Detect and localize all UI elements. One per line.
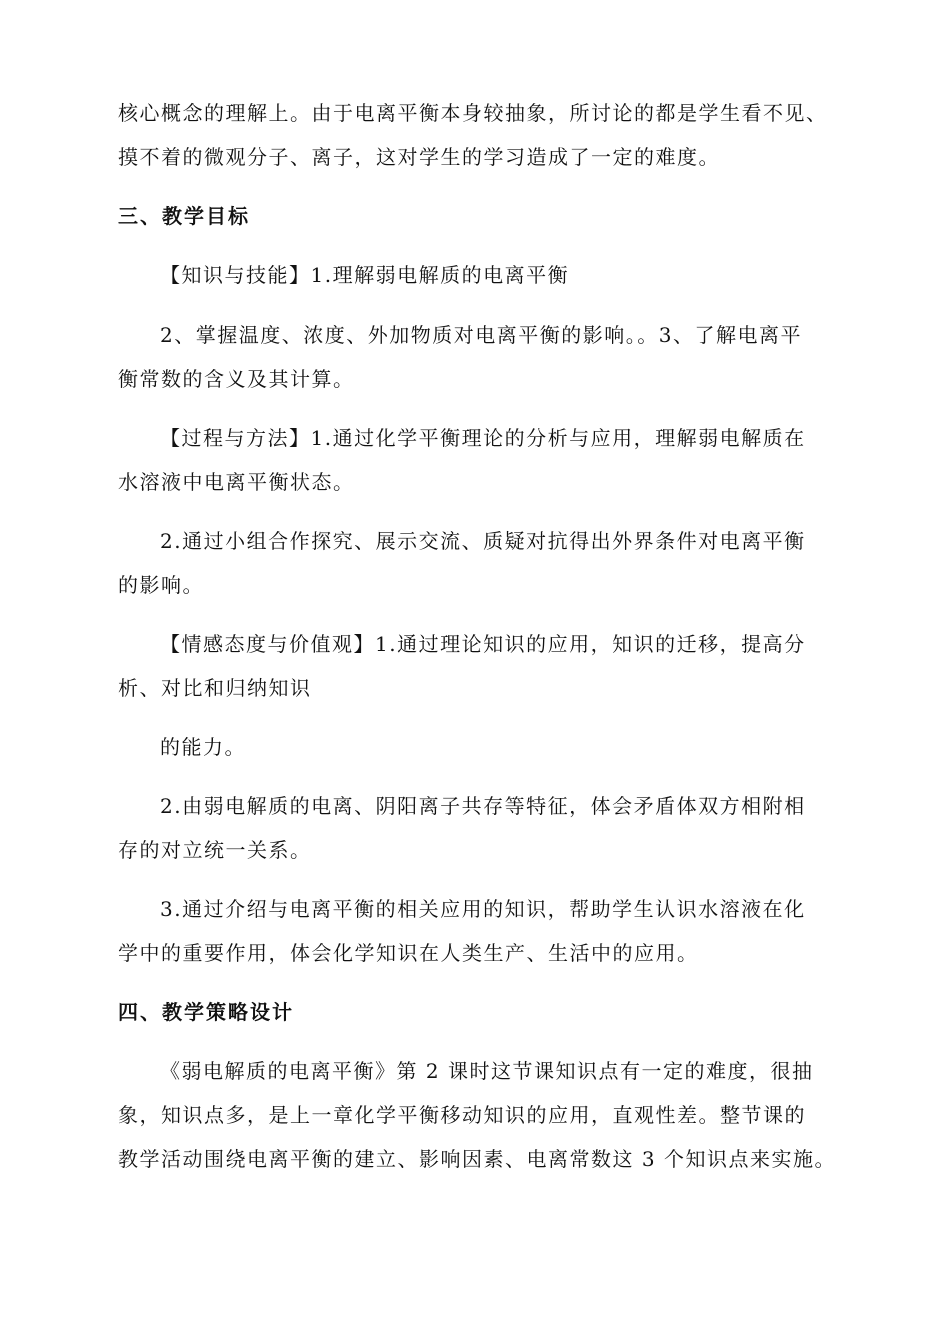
emotion-values-item2-line-2: 存的对立统一关系。 — [118, 838, 312, 862]
section-heading-strategy: 四、教学策略设计 — [118, 1000, 294, 1024]
intro-line-1: 核心概念的理解上。由于电离平衡本身较抽象，所讨论的都是学生看不见、 — [118, 101, 828, 125]
emotion-values-item3-line-1: 3.通过介绍与电离平衡的相关应用的知识，帮助学生认识水溶液在化 — [160, 897, 806, 921]
emotion-values-item3-line-2: 学中的重要作用，体会化学知识在人类生产、生活中的应用。 — [118, 941, 699, 965]
knowledge-skills-item2-line-1: 2、掌握温度、浓度、外加物质对电离平衡的影响。。3、了解电离平 — [160, 323, 802, 347]
emotion-values-line-1: 【情感态度与价值观】1.通过理论知识的应用，知识的迁移，提高分 — [160, 632, 806, 656]
strategy-para-line-1: 《弱电解质的电离平衡》第 2 课时这节课知识点有一定的难度，很抽 — [160, 1059, 814, 1083]
strategy-para-line-2: 象，知识点多，是上一章化学平衡移动知识的应用，直观性差。整节课的 — [118, 1103, 806, 1127]
knowledge-skills-item2-line-2: 衡常数的含义及其计算。 — [118, 367, 355, 391]
section-heading-objectives: 三、教学目标 — [118, 204, 250, 228]
intro-line-2: 摸不着的微观分子、离子，这对学生的学习造成了一定的难度。 — [118, 145, 720, 169]
knowledge-skills-line-1: 【知识与技能】1.理解弱电解质的电离平衡 — [160, 263, 570, 287]
process-method-item2-line-2: 的影响。 — [118, 573, 204, 597]
emotion-values-line-2: 析、对比和归纳知识 — [118, 676, 312, 700]
emotion-values-line-3: 的能力。 — [160, 735, 246, 759]
emotion-values-item2-line-1: 2.由弱电解质的电离、阴阳离子共存等特征，体会矛盾体双方相附相 — [160, 794, 806, 818]
strategy-para-line-3: 教学活动围绕电离平衡的建立、影响因素、电离常数这 3 个知识点来实施。 — [118, 1147, 836, 1171]
process-method-line-1: 【过程与方法】1.通过化学平衡理论的分析与应用，理解弱电解质在 — [160, 426, 806, 450]
process-method-item2-line-1: 2.通过小组合作探究、展示交流、质疑对抗得出外界条件对电离平衡 — [160, 529, 806, 553]
process-method-line-2: 水溶液中电离平衡状态。 — [118, 470, 355, 494]
